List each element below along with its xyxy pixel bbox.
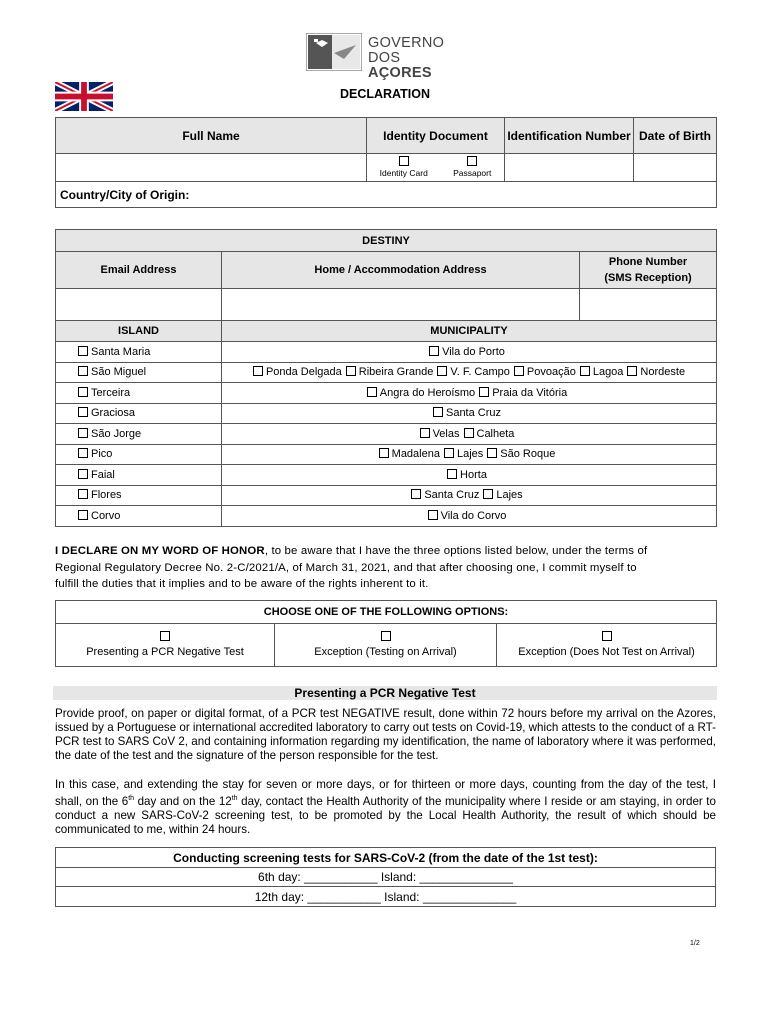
identification-number-field[interactable] [505, 154, 634, 182]
municipality-option[interactable]: Lajes [483, 489, 522, 501]
declaration-text: I DECLARE ON MY WORD OF HONOR, to be aware that I have the three options listed below, under the terms of Regional Regulatory Decree No. 2-C/2021/A, of March 31, 2021, and that after choosing one, I commit myself to fulfill the duties that it implies and to be aware of the rights inherent to it. [55, 545, 648, 590]
municipality-option[interactable]: Lagoa [580, 366, 624, 378]
screening-table [55, 847, 716, 907]
island-option[interactable]: Pico [56, 444, 222, 465]
island-row [56, 342, 717, 363]
phone-header: Phone Number (SMS Reception) [580, 252, 717, 289]
municipality-options [222, 465, 717, 486]
municipality-option[interactable]: Calheta [464, 428, 515, 440]
municipality-option[interactable]: Velas [420, 428, 460, 440]
identity-table [55, 117, 717, 208]
passport-label: Passaport [453, 168, 492, 178]
municipality-option[interactable]: Lajes [444, 448, 483, 460]
page-number: 1/2 [690, 940, 700, 947]
date-of-birth-field[interactable] [634, 154, 717, 182]
home-address-header: Home / Accommodation Address [222, 252, 580, 289]
logo-line1: GOVERNO [368, 35, 445, 51]
municipality-options [222, 444, 717, 465]
full-name-field[interactable] [56, 154, 367, 182]
municipality-options [222, 362, 717, 383]
island-row [56, 444, 717, 465]
island-option[interactable]: Flores [56, 485, 222, 506]
screening-day12-field[interactable]: 12th day: ___________ Island: ______________ [56, 887, 716, 907]
municipality-option[interactable]: Angra do Heroísmo [367, 387, 475, 399]
option-no-test-on-arrival[interactable]: Exception (Does Not Test on Arrival) [497, 624, 717, 667]
island-option[interactable]: São Jorge [56, 424, 222, 445]
municipality-option[interactable]: Nordeste [627, 366, 685, 378]
pcr-section-title: Presenting a PCR Negative Test [53, 686, 717, 700]
municipality-options [222, 383, 717, 404]
municipality-option[interactable]: Ponda Delgada [253, 366, 342, 378]
municipality-option[interactable]: Santa Cruz [411, 489, 479, 501]
island-row [56, 383, 717, 404]
island-row [56, 465, 717, 486]
municipality-option[interactable]: Vila do Corvo [428, 510, 507, 522]
municipality-option[interactable]: São Roque [487, 448, 555, 460]
municipality-options [222, 506, 717, 527]
passport-option[interactable] [453, 156, 491, 179]
options-table [55, 600, 717, 667]
destiny-table [55, 229, 717, 321]
identity-document-header: Identity Document [367, 118, 505, 154]
home-address-field[interactable] [222, 289, 580, 321]
municipality-option[interactable]: Praia da Vitória [479, 387, 567, 399]
logo [306, 33, 466, 81]
full-name-header: Full Name [56, 118, 367, 154]
identity-document-options [367, 154, 505, 182]
options-header: CHOOSE ONE OF THE FOLLOWING OPTIONS: [56, 601, 717, 624]
island-option[interactable]: Graciosa [56, 403, 222, 424]
island-row [56, 403, 717, 424]
municipality-option[interactable]: Vila do Porto [429, 346, 505, 358]
island-option[interactable]: Faial [56, 465, 222, 486]
island-header: ISLAND [56, 321, 222, 342]
island-row [56, 485, 717, 506]
identity-card-label: Identity Card [379, 168, 428, 178]
island-row [56, 506, 717, 527]
option-pcr-test[interactable]: Presenting a PCR Negative Test [56, 624, 275, 667]
option-testing-on-arrival[interactable]: Exception (Testing on Arrival) [275, 624, 497, 667]
municipality-option[interactable]: Horta [447, 469, 487, 481]
option-checkbox[interactable] [602, 631, 612, 641]
screening-day6-field[interactable]: 6th day: ___________ Island: ______________ [56, 868, 716, 887]
option-checkbox[interactable] [381, 631, 391, 641]
pcr-paragraph-1: Provide proof, on paper or digital format, of a PCR test NEGATIVE result, done within 72 hours before my arrival on the Azores, issued by a Portuguese or international accredited laboratory to carry out tests on Covid-19, which attests to the conduct of a RT-PCR test to SARS CoV 2, and containing information regarding my identification, the name of laboratory where it was performed, the date of the test and the signature of the person responsible for the test. [55, 707, 716, 762]
municipality-option[interactable]: Povoação [514, 366, 576, 378]
identity-card-checkbox[interactable] [399, 156, 409, 166]
identity-card-option[interactable] [380, 156, 428, 179]
destiny-header: DESTINY [56, 230, 717, 252]
municipality-options [222, 342, 717, 363]
island-table [55, 320, 717, 527]
screening-header: Conducting screening tests for SARS-CoV-2 (from the date of the 1st test): [56, 848, 716, 868]
island-option[interactable]: São Miguel [56, 362, 222, 383]
municipality-option[interactable]: Santa Cruz [433, 407, 501, 419]
municipality-option[interactable]: Ribeira Grande [346, 366, 434, 378]
page-title: DECLARATION [339, 87, 431, 101]
municipality-options [222, 424, 717, 445]
azores-emblem-icon [306, 33, 362, 71]
municipality-options [222, 403, 717, 424]
municipality-option[interactable]: V. F. Campo [437, 366, 510, 378]
phone-field[interactable] [580, 289, 717, 321]
email-field[interactable] [56, 289, 222, 321]
island-row [56, 362, 717, 383]
municipality-option[interactable]: Madalena [379, 448, 440, 460]
pcr-paragraph-2: In this case, and extending the stay for seven or more days, or for thirteen or more days, counting from the day of the test, I shall, on the 6th day and on the 12th day, contact the Health Authority of the municipality where I reside or am staying, in order to conduct a new SARS-CoV-2 screening test, to be promoted by the Local Health Authority, the result of which should be communicated to me, within 24 hours. [55, 778, 716, 836]
municipality-options [222, 485, 717, 506]
identification-number-header: Identification Number [505, 118, 634, 154]
island-option[interactable]: Terceira [56, 383, 222, 404]
municipality-header: MUNICIPALITY [222, 321, 717, 342]
country-city-field[interactable] [56, 182, 717, 208]
island-row [56, 424, 717, 445]
country-city-label: Country/City of Origin: [60, 187, 190, 202]
passport-checkbox[interactable] [467, 156, 477, 166]
island-option[interactable]: Santa Maria [56, 342, 222, 363]
island-option[interactable]: Corvo [56, 506, 222, 527]
date-of-birth-header: Date of Birth [634, 118, 717, 154]
option-checkbox[interactable] [160, 631, 170, 641]
email-header: Email Address [56, 252, 222, 289]
logo-line2: DOS AÇORES [368, 50, 432, 81]
